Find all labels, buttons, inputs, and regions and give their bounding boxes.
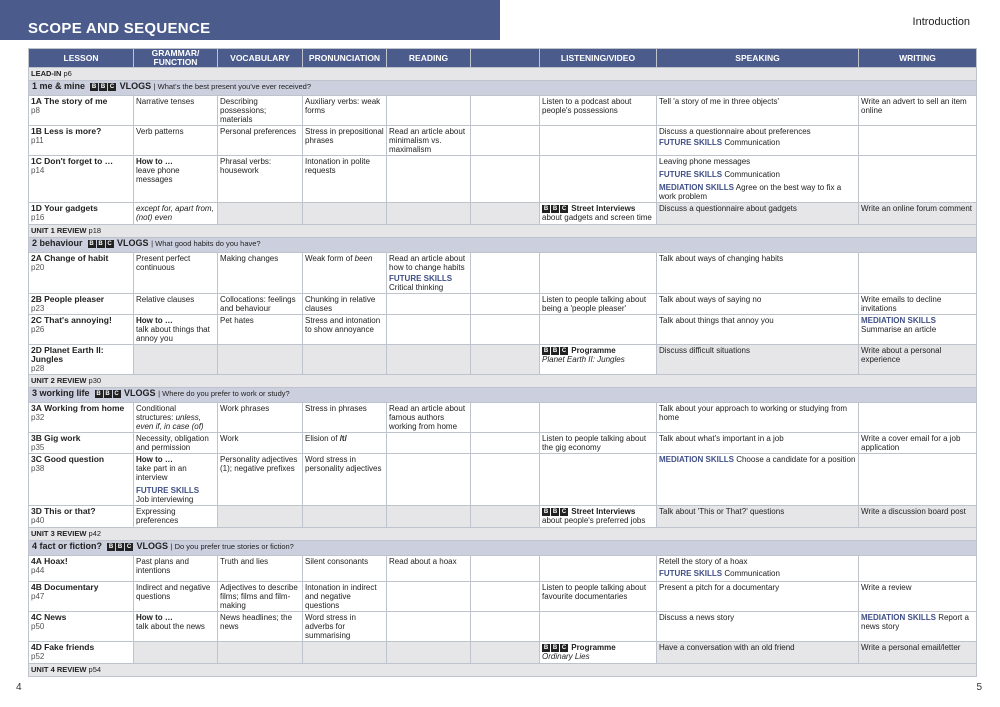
bbc-logo: B B C (108, 543, 132, 550)
page-number-left: 4 (16, 682, 22, 693)
unit-title: 1 me & mine (32, 81, 86, 91)
lesson-row-4C: 4C News p50 How to … talk about the news News headlines; the news Word stress in adverbs for summarising Discuss a news story MEDIATION SKILLS Report a news story (29, 612, 977, 642)
unit-4-row: 4 fact or fiction? B B C VLOGS | Do you prefer true stories or fiction? (29, 541, 977, 556)
lesson-row-1B: 1B Less is more? p11 Verb patterns Personal preferences Stress in prepositional phrases Read an article about minimalism vs. maximalism Discuss a questionnaire about preferences FUTURE SKILLS Communication (29, 126, 977, 156)
unit-2-row: 2 behaviour B B C VLOGS | What good habits do you have? (29, 238, 977, 253)
header-speaking: SPEAKING (657, 49, 859, 68)
lesson-row-4D: 4D Fake friends p52 B B C Programme Ordinary Lies Have a conversation with an old friend Write a personal email/letter (29, 642, 977, 664)
page-number-right: 5 (976, 682, 982, 693)
unit-1-row (29, 81, 977, 96)
header-lesson: LESSON (29, 49, 134, 68)
vlogs-label: VLOGS (119, 81, 152, 91)
header-grammar: GRAMMAR/ FUNCTION (134, 49, 218, 68)
vlogs-question: | What's the best present you've ever received? (153, 82, 311, 91)
lesson-row-1D: 1D Your gadgets p16 except for, apart from, (not) even B B C Street Interviews about gadgets and screen time Discuss a questionnaire about gadgets Write an online forum comment (29, 203, 977, 225)
lesson-row-4A: 4A Hoax! p44 Past plans and intentions Truth and lies Silent consonants Read about a hoax Retell the story of a hoax FUTURE SKILLS Communication (29, 556, 977, 582)
unit-title: 4 fact or fiction? (32, 541, 103, 551)
banner (0, 0, 500, 40)
lesson-row-2A: 2A Change of habit p20 Present perfect continuous Making changes Weak form of been Read an article about how to change habits FUTURE SKILLS Critical thinking Talk about ways of changing habits (29, 253, 977, 294)
section-label: Introduction (912, 16, 970, 28)
leadin-row (29, 68, 977, 81)
lesson-row-3A: 3A Working from home p32 Conditional structures: unless, even if, in case (of) Work phrases Stress in phrases Read an article about famous authors working from home Talk about your approach to working or studying from home (29, 403, 977, 433)
lesson-row-1A: 1A The story of me p8 Narrative tenses Describing possessions; materials Auxiliary verbs: weak forms Listen to a podcast about people's possessions Tell 'a story of me in three objects' Write an advert to sell an item online (29, 96, 977, 126)
unit-1-review: UNIT 1 REVIEW p18 (29, 225, 977, 238)
scope-table (28, 48, 977, 677)
lesson-row-2D: 2D Planet Earth II: Jungles p28 B B C Programme Planet Earth II: Jungles Discuss difficult situations Write about a personal experience (29, 345, 977, 375)
unit-3-review: UNIT 3 REVIEW p42 (29, 528, 977, 541)
header-vocabulary: VOCABULARY (218, 49, 303, 68)
lesson-row-4B: 4B Documentary p47 Indirect and negative questions Adjectives to describe films; films and film-making Intonation in indirect and negative questions Listen to people talking about favourite documentaries Present a pitch for a documentary Write a review (29, 582, 977, 612)
header-listening: LISTENING/VIDEO (540, 49, 657, 68)
leadin-label: LEAD-IN (31, 69, 62, 78)
lesson-row-3B: 3B Gig work p35 Necessity, obligation and permission Work Elision of /t/ Listen to people talking about the gig economy Talk about what's important in a job Write a cover email for a job application (29, 433, 977, 454)
bbc-logo: B B C (91, 83, 115, 90)
unit-title: 3 working life (32, 388, 90, 398)
header-blank (471, 49, 540, 68)
unit-title: 2 behaviour (32, 238, 83, 248)
lesson-row-3C: 3C Good question p38 How to … take part in an interview FUTURE SKILLS Job interviewing Personality adjectives (1); negative prefixes Word stress in personality adjectives MEDIATION SKILLS Choose a candidate for a position (29, 454, 977, 506)
unit-2-review: UNIT 2 REVIEW p30 (29, 375, 977, 388)
header-row (29, 49, 977, 68)
header-reading: READING (387, 49, 471, 68)
page-title: SCOPE AND SEQUENCE (28, 20, 211, 37)
lesson-row-3D: 3D This or that? p40 Expressing preferences B B C Street Interviews about people's preferred jobs Talk about 'This or That?' questions Write a discussion board post (29, 506, 977, 528)
header-pronunciation: PRONUNCIATION (303, 49, 387, 68)
leadin-page: p6 (63, 69, 72, 78)
lesson-row-2C: 2C That's annoying! p26 How to … talk about things that annoy you Pet hates Stress and intonation to show annoyance Talk about things that annoy you MEDIATION SKILLS Summarise an article (29, 315, 977, 345)
unit-3-row: 3 working life B B C VLOGS | Where do you prefer to work or study? (29, 388, 977, 403)
bbc-logo: B B C (89, 240, 112, 247)
lesson-row-2B: 2B People pleaser p23 Relative clauses Collocations: feelings and behaviour Chunking in relative clauses Listen to people talking about being a 'people pleaser' Talk about ways of saying no Write emails to decline invitations (29, 294, 977, 315)
lesson-row-1C: 1C Don't forget to … p14 How to … leave phone messages Phrasal verbs: housework Intonation in polite requests Leaving phone messages FUTURE SKILLS Communication MEDIATION SKILLS Agree on the best way to fix a work problem (29, 156, 977, 203)
unit-4-review: UNIT 4 REVIEW p54 (29, 664, 977, 677)
bbc-logo: B B C (96, 390, 119, 397)
header-writing: WRITING (859, 49, 977, 68)
